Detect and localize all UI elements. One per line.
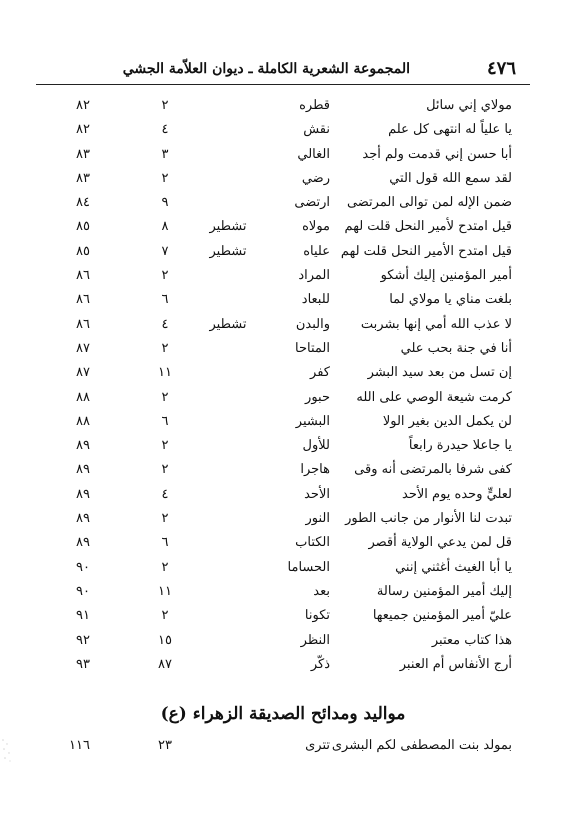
page-reference: ٨٦ [76,268,90,284]
index-row [36,734,530,758]
verse-count: ٢ [161,559,169,575]
page-reference: ٨٥ [76,243,90,259]
poem-opening: لن يكمل الدين بغير الولا [382,413,512,429]
page-reference: ٨٩ [76,535,90,551]
index-row [36,313,530,337]
index-row [36,386,530,410]
poem-opening: يا جاعلا حيدرة رابعاً [408,438,512,454]
verse-count: ٤ [161,316,169,332]
poem-opening: كرمت شيعة الوصي على الله [356,389,512,405]
section-heading: مواليد ومدائح الصديقة الزهراء (ع) [160,704,406,724]
verse-count: ١١ [158,583,172,599]
page-reference: ٨٢ [76,98,90,113]
poem-opening: تبدت لنا الأنوار من جانب الطور [345,511,512,527]
index-row [36,288,530,312]
poem-opening: لا عذب الله أمي إنها بشربت [360,316,512,332]
page-reference: ٩٢ [76,632,90,648]
verse-count: ٩ [161,195,169,211]
poem-rhyme: ارتضى [294,195,330,211]
index-row [36,604,530,628]
poem-rhyme: والبدن [295,316,330,332]
index-row [36,94,530,118]
verse-count: ١٥ [158,632,172,648]
index-row [36,458,530,482]
poem-rhyme: المراد [298,268,330,284]
poem-rhyme: بعد [313,583,330,599]
poem-rhyme: البشير [295,413,330,429]
verse-count: ٦ [161,535,169,551]
index-row [36,410,530,434]
poem-rhyme: للبعاد [301,292,330,308]
page-reference: ٨٦ [76,292,90,308]
page-reference: ٩٠ [76,559,90,575]
poem-rhyme: المتاحا [295,340,330,356]
verse-count: ٢ [161,268,169,284]
poem-rhyme: تترى [305,738,330,753]
poem-rhyme: الغالي [297,146,330,162]
poem-opening: كفى شرفا بالمرتضى أنه وقى [354,462,512,478]
page-reference: ٩٠ [76,583,90,599]
index-row [36,191,530,215]
index-row [36,264,530,288]
verse-count: ٨ [161,219,169,235]
page-reference: ٨٦ [76,316,90,332]
poem-rhyme: الحساما [287,559,330,575]
running-title: المجموعة الشعرية الكاملة ـ ديوان العلاّمة الجشي [122,61,410,77]
poem-opening: أبا حسن إني قدمت ولم أجد [362,146,512,162]
poem-opening: بلغت مناي يا مولاي لما [389,292,512,308]
index-row [36,434,530,458]
poem-rhyme: الكتاب [295,535,330,551]
verse-count: ٢ [161,462,169,478]
index-row [36,240,530,264]
index-row [36,653,530,677]
page-reference: ٨٧ [76,340,90,356]
poem-rhyme: قطره [299,98,330,113]
poem-rhyme: للأول [302,438,330,454]
poem-rhyme: مولاه [302,219,330,235]
index-row [36,361,530,385]
page-reference: ٨٥ [76,219,90,235]
poem-opening: بمولد بنت المصطفى لكم البشرى [331,738,512,753]
poem-rhyme: نقش [303,122,330,138]
verse-count: ٧ [161,243,169,259]
page-reference: ٩١ [76,608,90,624]
poem-opening: أنا في جنة بحب علي [400,340,512,356]
verse-count: ٢ [161,170,169,186]
poem-rhyme: ذكّر [310,656,330,672]
poem-rhyme: الأحد [304,486,330,502]
poem-rhyme: النور [305,511,330,527]
verse-count: ١١ [158,365,172,381]
index-row [36,167,530,191]
poem-rhyme: هاجرا [300,462,330,478]
page-number: ٤٧٦ [486,58,516,79]
page-reference: ٨٩ [76,462,90,478]
page-reference: ٨٧ [76,365,90,381]
index-row [36,580,530,604]
poem-rhyme: تكونا [304,608,330,624]
verse-count: ٢ [161,608,169,624]
index-row [36,556,530,580]
poem-opening: عليّ أمير المؤمنين جميعها [372,608,512,624]
poem-opening: يا أبا الغيث أغثني إنني [395,559,512,575]
poem-rhyme: كفر [310,365,330,381]
page-reference: ٨٨ [76,389,90,405]
verse-count: ٢ [161,340,169,356]
index-row [36,507,530,531]
index-row [36,215,530,239]
poem-opening: مولاي إني سائل [426,98,512,113]
page-header [36,54,530,85]
poem-opening: قيل امتدح لأمير النحل قلت لهم [344,219,512,235]
index-row [36,483,530,507]
index-row [36,629,530,653]
poem-opening: قيل امتدح الأمير النحل قلت لهم [340,243,512,259]
poem-opening: لقد سمع الله قول التي [389,170,512,186]
poem-opening: أرج الأنفاس أم العنبر [399,656,512,672]
poem-opening: إليك أمير المؤمنين رسالة [376,583,512,599]
scan-artifact-mark [0,735,14,765]
poem-rhyme: رضي [301,170,330,186]
page-reference: ٨٤ [76,195,90,211]
poem-index-table [36,94,530,677]
page-reference: ٨٩ [76,511,90,527]
poem-note: تشطير [209,316,247,332]
verse-count: ٢ [161,389,169,405]
poem-rhyme: علياه [303,243,330,259]
index-row [36,143,530,167]
verse-count: ٤ [161,122,169,138]
poem-opening: لعليٍّ وحده يوم الأحد [402,486,512,502]
verse-count: ٨٧ [158,656,172,672]
verse-count: ٣ [161,146,169,162]
verse-count: ٦ [161,413,169,429]
page-reference: ٩٣ [76,656,90,672]
poem-note: تشطير [209,243,247,259]
poem-opening: أمير المؤمنين إليك أشكو [380,268,512,284]
verse-count: ٢ [161,98,169,113]
poem-opening: إن تسل من بعد سيد البشر [367,365,512,381]
verse-count: ٤ [161,486,169,502]
section-index-table [36,734,530,758]
poem-opening: يا علياً له انتهى كل علم [388,122,512,138]
verse-count: ٢ [161,511,169,527]
index-row [36,118,530,142]
page-reference: ١١٦ [69,738,90,753]
page-reference: ٨٨ [76,413,90,429]
page-reference: ٨٩ [76,438,90,454]
poem-note: تشطير [209,219,247,235]
page-reference: ٨٢ [76,122,90,138]
verse-count: ٢٣ [158,738,172,753]
index-row [36,531,530,555]
poem-opening: ضمن الإله لمن توالى المرتضى [346,195,512,211]
page-reference: ٨٣ [76,146,90,162]
verse-count: ٢ [161,438,169,454]
page-reference: ٨٩ [76,486,90,502]
poem-opening: هذا كتاب معتبر [431,632,512,648]
index-row [36,337,530,361]
verse-count: ٦ [161,292,169,308]
page-reference: ٨٣ [76,170,90,186]
poem-rhyme: النظر [300,632,330,648]
poem-rhyme: حبور [305,389,330,405]
poem-opening: قل لمن يدعي الولاية أقصر [368,535,512,551]
